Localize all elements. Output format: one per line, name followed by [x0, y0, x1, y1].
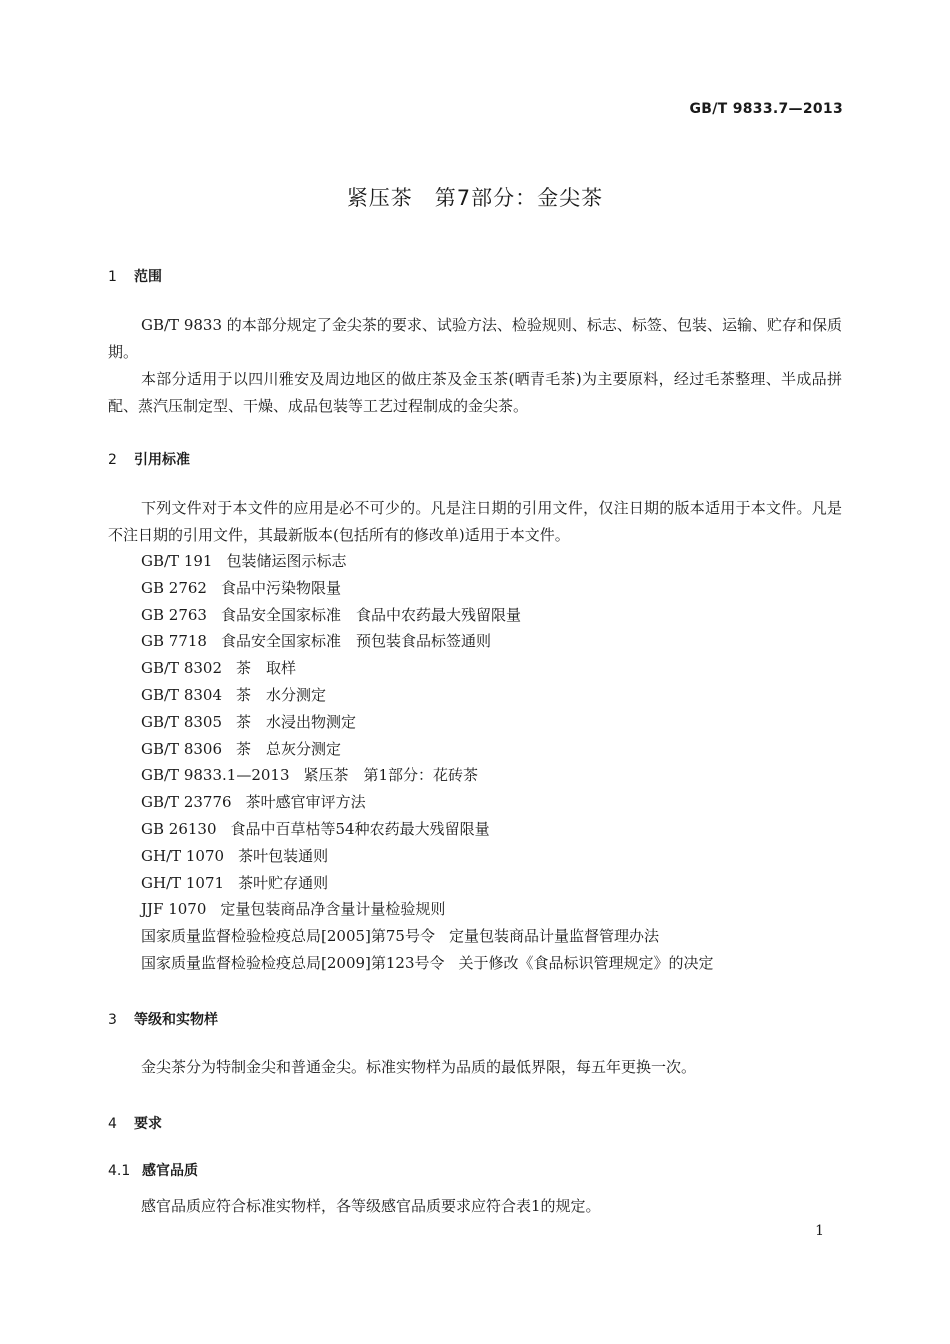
reference-code: GB 2762 — [141, 578, 207, 597]
page-number: 1 — [815, 1223, 824, 1239]
reference-item — [141, 816, 714, 843]
reference-title: 紧压茶 第1部分：花砖茶 — [303, 766, 479, 785]
section-title: 范围 — [134, 269, 162, 285]
section-2-heading — [108, 449, 190, 469]
reference-code: 国家质量监督检验检疫总局[2005]第75号令 — [141, 927, 435, 946]
reference-title: 定量包装商品净含量计量检验规则 — [220, 900, 446, 919]
reference-title: 茶叶包装通则 — [238, 846, 329, 865]
section-4-1-heading — [108, 1160, 198, 1180]
reference-item — [141, 870, 714, 897]
section-1-heading — [108, 266, 162, 286]
reference-code: GB/T 8304 — [141, 685, 223, 704]
reference-title: 食品安全国家标准 预包装食品标签通则 — [220, 632, 491, 651]
reference-code: GH/T 1071 — [141, 873, 225, 892]
standard-code: GB/T 9833.7—2013 — [689, 101, 843, 117]
section-1-paragraph-2: 本部分适用于以四川雅安及周边地区的做庄茶及金玉茶(晒青毛茶)为主要原料，经过毛茶整理、半成品拼配、蒸汽压制定型、干燥、成品包装等工艺过程制成的金尖茶。 — [108, 370, 842, 415]
reference-item — [141, 709, 714, 736]
reference-item — [141, 602, 714, 629]
section-3-heading — [108, 1009, 218, 1029]
section-number: 4 — [108, 1116, 117, 1132]
reference-code: GB/T 9833.1—2013 — [141, 766, 290, 785]
reference-title: 包装储运图示标志 — [226, 552, 347, 570]
reference-item — [141, 736, 714, 763]
section-4-heading — [108, 1113, 162, 1133]
reference-code: GB/T 8302 — [141, 659, 223, 678]
reference-title: 茶 取样 — [236, 659, 297, 678]
reference-list — [141, 548, 714, 977]
reference-title: 茶 水分测定 — [236, 685, 327, 704]
section-title: 要求 — [134, 1116, 162, 1132]
reference-item — [141, 762, 714, 789]
reference-code: GB/T 23776 — [141, 793, 232, 812]
reference-code: GB/T 8305 — [141, 712, 223, 731]
section-number: 3 — [108, 1012, 117, 1028]
reference-code: GB 2763 — [141, 605, 207, 624]
reference-item — [141, 789, 714, 816]
section-number: 2 — [108, 452, 117, 468]
reference-title: 食品中污染物限量 — [220, 578, 341, 597]
reference-title: 茶 总灰分测定 — [236, 739, 342, 758]
reference-title: 定量包装商品计量监督管理办法 — [448, 927, 659, 946]
section-3-paragraph: 金尖茶分为特制金尖和普通金尖。标准实物样为品质的最低界限，每五年更换一次。 — [141, 1058, 697, 1076]
section-1-paragraph-1: GB/T 9833 的本部分规定了金尖茶的要求、试验方法、检验规则、标志、标签、包装、运输、贮存和保质期。 — [108, 316, 842, 361]
reference-item — [141, 575, 714, 602]
reference-code: GB 7718 — [141, 632, 207, 651]
reference-item — [141, 628, 714, 655]
reference-code: GB/T 191 — [141, 552, 213, 570]
reference-item — [141, 655, 714, 682]
reference-code: GH/T 1070 — [141, 846, 225, 865]
reference-code: 国家质量监督检验检疫总局[2009]第123号令 — [141, 953, 445, 972]
reference-title: 食品中百草枯等54种农药最大残留限量 — [230, 819, 490, 838]
reference-item — [141, 896, 714, 923]
reference-title: 关于修改《食品标识管理规定》的决定 — [458, 953, 714, 972]
reference-title: 食品安全国家标准 食品中农药最大残留限量 — [220, 605, 521, 624]
subsection-number: 4.1 — [108, 1163, 131, 1179]
reference-item — [141, 548, 714, 575]
reference-title: 茶叶感官审评方法 — [245, 793, 366, 812]
document-title: 紧压茶 第7部分：金尖茶 — [346, 186, 604, 210]
subsection-title: 感官品质 — [142, 1163, 198, 1179]
section-4-1-paragraph: 感官品质应符合标准实物样，各等级感官品质要求应符合表1的规定。 — [141, 1197, 601, 1215]
reference-code: GB 26130 — [141, 819, 217, 838]
section-title: 等级和实物样 — [134, 1012, 218, 1028]
section-title: 引用标准 — [134, 452, 190, 468]
reference-item — [141, 843, 714, 870]
reference-title: 茶叶贮存通则 — [238, 873, 329, 892]
reference-item — [141, 682, 714, 709]
reference-title: 茶 水浸出物测定 — [236, 712, 357, 731]
section-number: 1 — [108, 269, 117, 285]
reference-code: JJF 1070 — [141, 900, 207, 919]
section-2-intro: 下列文件对于本文件的应用是必不可少的。凡是注日期的引用文件，仅注日期的版本适用于本文件。凡是不注日期的引用文件，其最新版本(包括所有的修改单)适用于本文件。 — [108, 499, 842, 544]
reference-item — [141, 950, 714, 977]
reference-item — [141, 923, 714, 950]
reference-code: GB/T 8306 — [141, 739, 223, 758]
